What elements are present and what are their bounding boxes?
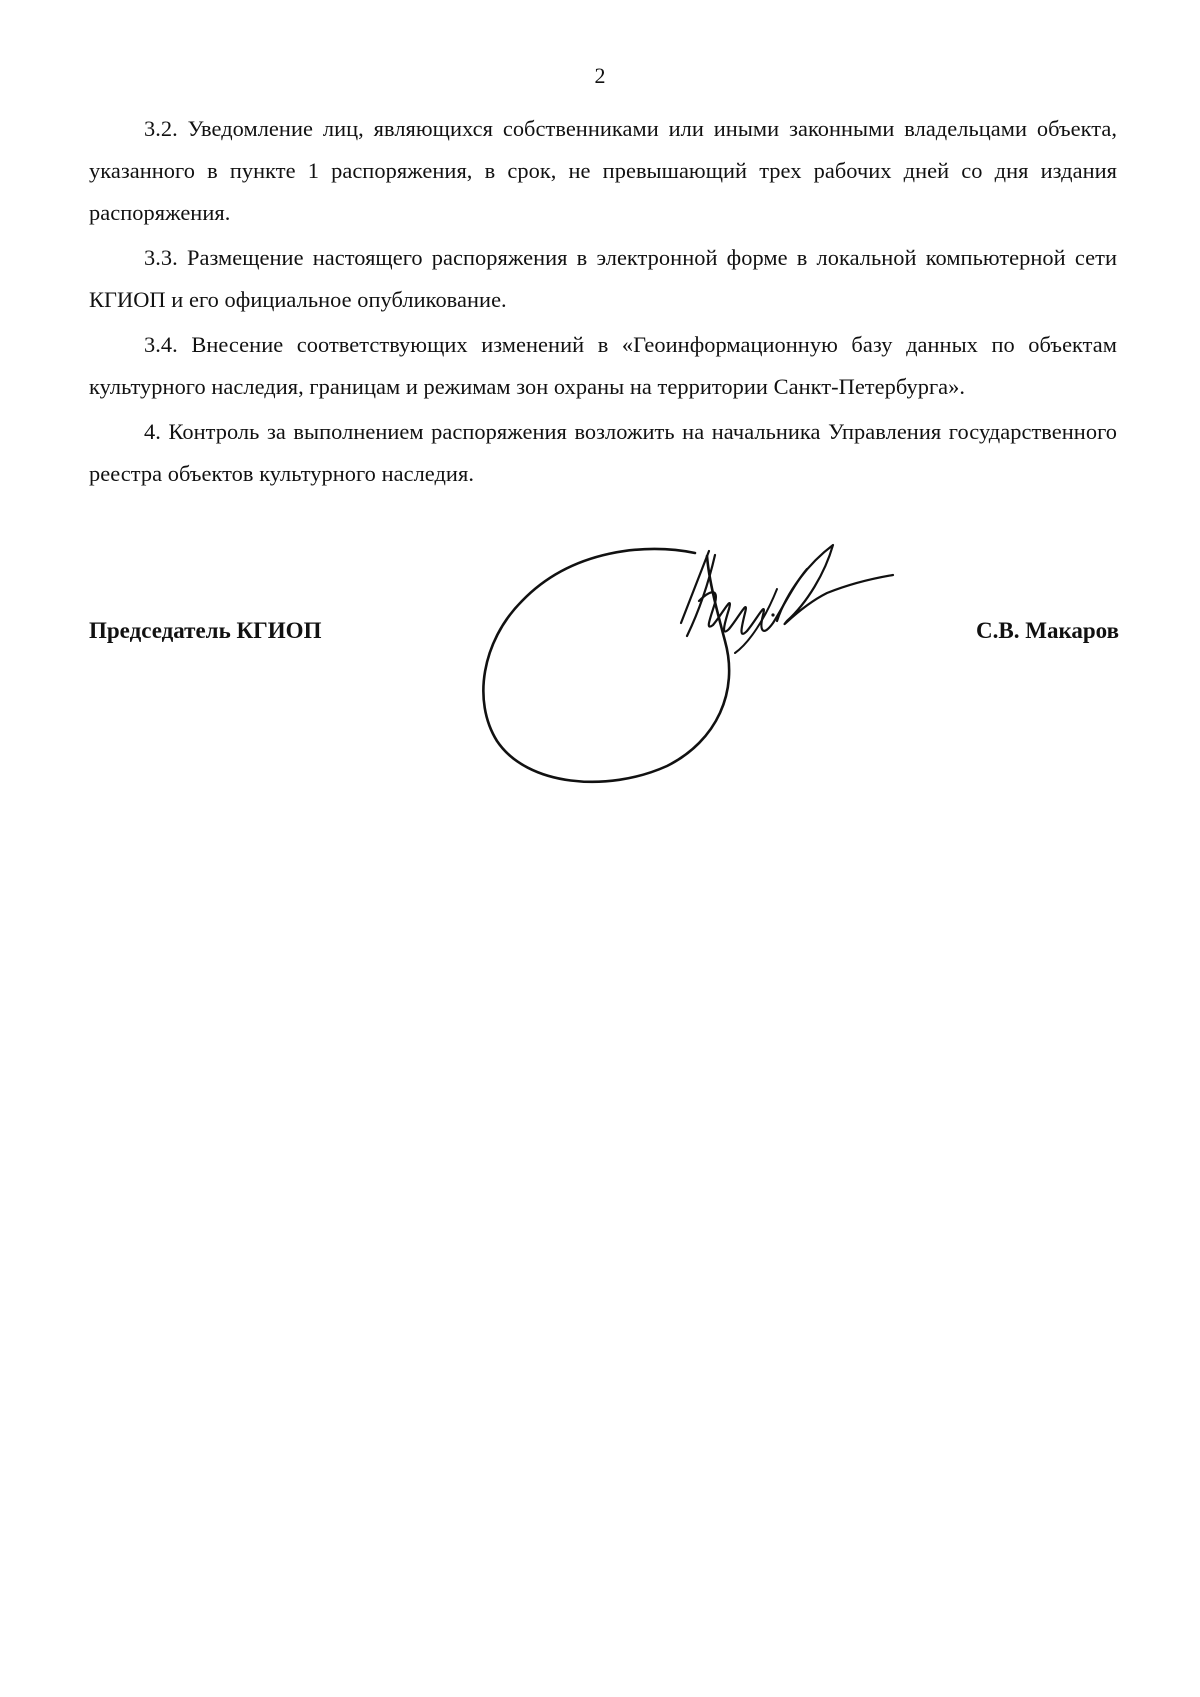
signature-dot [771,613,774,616]
document-body [89,108,1117,498]
signature-letters-stroke [699,569,807,634]
signatory-title: Председатель КГИОП [89,618,322,643]
signature-flourish-stroke [777,545,893,624]
signature-tail-stroke [735,589,777,653]
page-number: 2 [594,63,606,88]
signature-block [89,541,1119,801]
paragraph-4: 4. Контроль за выполнением распоряжения возложить на начальника Управления государственного реестра объектов культурного наследия. [89,419,1117,486]
signatory-name: С.В. Макаров [976,618,1119,643]
paragraph-3-2: 3.2. Уведомление лиц, являющихся собственниками или иными законными владельцами объекта, указанного в пункте 1 распоряжения, в срок, не превышающий трех рабочих дней со дня издания распоряжения. [89,116,1117,225]
signature-loop-stroke [483,549,729,782]
signature-slash-stroke [681,551,709,623]
handwritten-signature [477,541,897,801]
paragraph-3-3: 3.3. Размещение настоящего распоряжения в электронной форме в локальной компьютерной сети КГИОП и его официальное опубликование. [89,245,1117,312]
paragraph-3-4: 3.4. Внесение соответствующих изменений в «Геоинформационную базу данных по объектам культурного наследия, границам и режимам зон охраны на территории Санкт-Петербурга». [89,332,1117,399]
